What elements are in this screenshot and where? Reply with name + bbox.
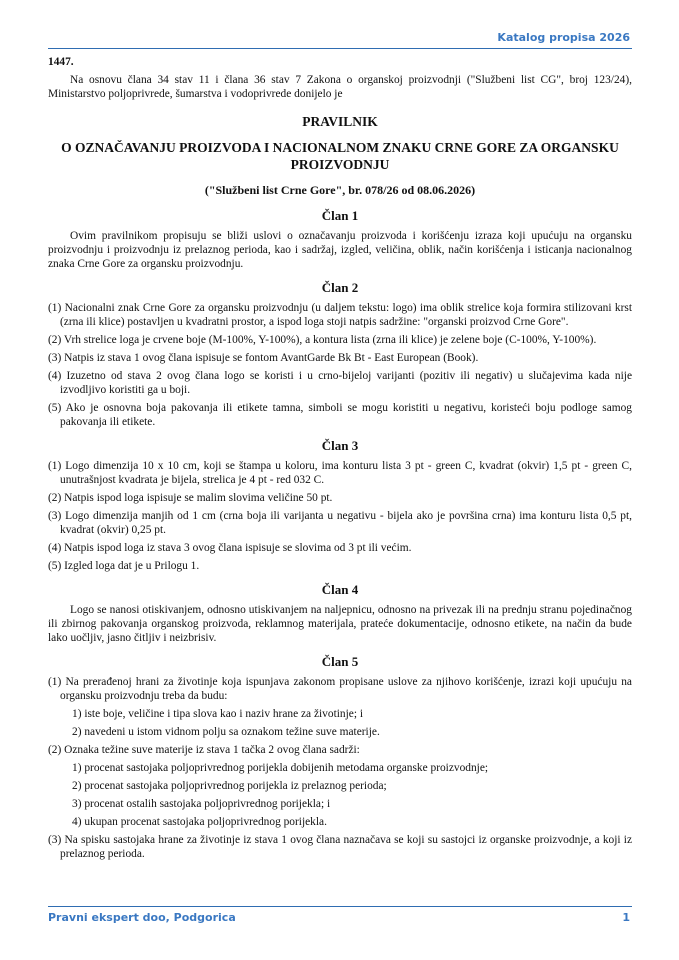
intro-paragraph: Na osnovu člana 34 stav 11 i člana 36 stav 7 Zakona o organskoj proizvodnji ("Službeni list CG", broj 123/24), Ministarstvo poljoprivrede, šumarstva i vodoprivrede donijelo je [48,74,632,100]
article-5-item: (3) Na spisku sastojaka hrane za životinje iz stava 1 ovog člana naznačava se koji su sastojci iz organske proizvodnje, a koji iz prelaznog perioda. [48,834,632,860]
article-2-item: (2) Vrh strelice loga je crvene boje (M-100%, Y-100%), a kontura lista (zrna ili klice) je zelene boje (C-100%, Y-100%). [48,334,597,346]
gazette-reference: ("Službeni list Crne Gore", br. 078/26 od 08.06.2026) [204,183,476,197]
article-1-heading: Član 1 [321,208,359,223]
article-5-item: (2) Oznaka težine suve materije iz stava 1 tačka 2 ovog člana sadrži: [48,744,360,756]
article-4-text: Logo se nanosi otiskivanjem, odnosno utiskivanjem na naljepnicu, odnosno na privezak ili na prednju stranu pojedinačnog ili zbirnog pakovanja organskog proizvoda, reklamnog materijala, prateće dokumentacije, odnosno etikete, na način da bude lako uočljiv, jasno čitljiv i neizbrisiv. [48,604,632,644]
article-5-heading: Član 5 [321,654,359,669]
page-footer [48,906,632,925]
document-number: 1447. [48,56,74,68]
article-2-heading: Član 2 [321,280,359,295]
article-5-subitem: 1) iste boje, veličine i tipa slova kao i naziv hrane za životinje; i [72,708,363,720]
article-5-subitem: 3) procenat ostalih sastojaka poljoprivrednog porijekla; i [72,798,331,810]
page-header [48,30,632,49]
document-title: PRAVILNIK [302,114,378,129]
article-3-item: (2) Natpis ispod loga ispisuje se malim slovima veličine 50 pt. [48,492,333,504]
article-1-text: Ovim pravilnikom propisuju se bliži uslovi o označavanju proizvoda i korišćenju izraza koji upućuju na organsku proizvodnju i proizvodnju iz prelaznog perioda, kao i sadržaj, izgled, veličina, oblik, način korišćenja i isticanja nacionalnog znaka Crne Gore za organsku proizvodnju. [48,230,632,270]
article-2-item: (4) Izuzetno od stava 2 ovog člana logo se koristi i u crno-bijeloj varijanti (pozitiv ili negativ) u slučajevima kada nije izvodljivo koristiti ga u boji. [48,370,632,396]
document-subtitle: O OZNAČAVANJU PROIZVODA I NACIONALNOM ZNAKU CRNE GORE ZA ORGANSKU PROIZVODNJU [61,140,619,172]
article-3-item: (5) Izgled loga dat je u Prilogu 1. [48,560,200,572]
article-2-item: (5) Ako je osnovna boja pakovanja ili etikete tamna, simboli se mogu koristiti u negativu, koristeći boju podloge samog pakovanja ili etikete. [48,402,632,428]
article-5-subitem: 2) navedeni u istom vidnom polju sa oznakom težine suve materije. [72,726,380,738]
article-3-item: (3) Logo dimenzija manjih od 1 cm (crna boja ili varijanta u negativu - bijela ako je površina crna) ima konturu lista 0,5 pt, kvadrat (okvir) 0,25 pt. [48,510,632,536]
article-4-heading: Član 4 [321,582,359,597]
document-body [48,55,632,865]
article-5-subitem: 2) procenat sastojaka poljoprivrednog porijekla iz prelaznog perioda; [72,780,387,792]
article-2-item: (1) Nacionalni znak Crne Gore za organsku proizvodnju (u daljem tekstu: logo) ima oblik strelice koja formira stilizovani krst (zrna ili klice) postavljen u kvadratni prostor, a ispod loga stoji natpis sadržine: "organski proizvod Crne Gore". [48,302,632,328]
article-5-subitem: 4) ukupan procenat sastojaka poljoprivrednog porijekla. [72,816,327,828]
page-number: 1 [622,911,630,924]
article-5-subitem: 1) procenat sastojaka poljoprivrednog porijekla dobijenih metodama organske proizvodnje; [72,762,489,774]
article-2-item: (3) Natpis iz stava 1 ovog člana ispisuje se fontom AvantGarde Bk Bt - East European (Book). [48,352,479,364]
article-3-heading: Član 3 [321,438,359,453]
footer-publisher: Pravni ekspert doo, Podgorica [48,911,236,924]
header-title: Katalog propisa 2026 [497,31,630,44]
article-3-item: (1) Logo dimenzija 10 x 10 cm, koji se štampa u koloru, ima konturu lista 3 pt - green C, kvadrat (okvir) 1,5 pt - green C, unutrašnjost kvadrata je bijela, strelica je 4 pt - red 032 C. [48,460,632,486]
article-3-item: (4) Natpis ispod loga iz stava 3 ovog člana ispisuje se slovima od 3 pt ili većim. [48,542,412,554]
article-5-item: (1) Na prerađenoj hrani za životinje koja ispunjava zakonom propisane uslove za njihovo korišćenje, izrazi koji upućuju na organsku proizvodnju treba da budu: [48,676,632,702]
